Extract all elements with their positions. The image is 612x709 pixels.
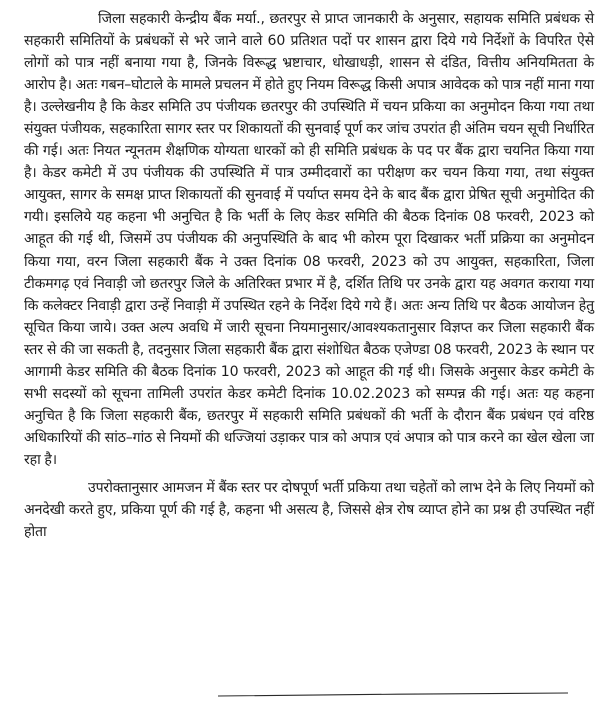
body-paragraph-2: उपरोक्तानुसार आमजन में बैंक स्तर पर दोषपूर्ण भर्ती प्रकिया तथा चहेतों को लाभ देने के लिए नियमों को अनदेखी करते हुए, प्रकिया पूर्ण की गई है, कहना भी असत्य है, जिससे क्षेत्र रोष व्याप्त होने का प्रश्न ही उपस्थित नहीं होता: [24, 479, 594, 541]
handwritten-underline: [218, 692, 568, 698]
body-paragraph-1: जिला सहकारी केन्द्रीय बैंक मर्या., छतरपुर से प्राप्त जानकारी के अनुसार, सहायक समिति प्रबंधक से सहकारी समितियों के प्रबंधकों से भरे जाने वाले 60 प्रतिशत पदों पर शासन द्वारा दिये गये निर्देशों के विपरित ऐसे लोगों को पात्र नहीं बनाया गया है, जिनके विरूद्ध भ्रष्टाचार, धोखाधड़ी, शासन से दंडित, वित्तीय अनियमितता के आरोप है। अतः गबन–घोटाले के मामले प्रचलन में होते हुए नियम विरूद्ध किसी अपात्र आवेदक को पात्र नहीं माना गया है। उल्लेखनीय है कि केडर समिति उप पंजीयक छतरपुर की उपस्थिति में चयन प्रकिया का अनुमोदन किया गया तथा संयुक्त पंजीयक, सहकारिता सागर स्तर पर शिकायतों की सुनवाई पूर्ण कर जांच उपरांत ही अंतिम चयन सूची निर्धारित की गई। अतः नियत न्यूनतम शैक्षणिक योग्यता धारकों को ही समिति प्रबंधक के पद पर बैंक द्वारा चयनित किया गया है। केडर कमेटी में उप पंजीयक की उपस्थिति में पात्र उम्मीदवारों का परीक्षण कर चयन किया गया, तथा संयुक्त आयुक्त, सागर के समक्ष प्राप्त शिकायतों की सुनवाई में पर्याप्त समय देने के बाद बैंक द्वारा प्रेषित सूची अनुमोदित की गयी। इसलिये यह कहना भी अनुचित है कि भर्ती के लिए केडर समिति की बैठक दिनांक 08 फरवरी, 2023 को आहूत की गई थी, जिसमें उप पंजीयक की अनुपस्थिति के बाद भी कोरम पूरा दिखाकर भर्ती प्रक्रिया का अनुमोदन किया गया, वरन जिला सहकारी बैंक ने उक्त दिनांक 08 फरवरी, 2023 को उप आयुक्त, सहकारिता, जिला टीकमगढ़ एवं निवाड़ी जो छतरपुर जिले के अतिरिक्त प्रभार में है, दर्शित तिथि पर उनके द्वारा यह अवगत कराया गया कि कलेक्टर निवाड़ी द्वारा उन्हें निवाड़ी में उपस्थित रहने के निर्देश दिये गये हैं। अतः अन्य तिथि पर बैठक आयोजन हेतु सूचित किया जाये। उक्त अल्प अवधि में जारी सूचना नियमानुसार/आवश्यकतानुसार विज्ञप्त कर जिला सहकारी बैंक स्तर से की जा सकती है, तदनुसार जिला सहकारी बैंक द्वारा संशोधित बैठक एजेण्डा 08 फरवरी, 2023 के स्थान पर आगामी केडर समिति की बैठक दिनांक 10 फरवरी, 2023 को आहूत की गई थी। जिसके अनुसार केडर कमेटी के सभी सदस्यों को सूचना तामिली उपरांत केडर कमेटी दिनांक 10.02.2023 को सम्पन्न की गई। अतः यह कहना अनुचित है कि जिला सहकारी बैंक, छतरपुर में सहकारी समिति प्रबंधकों की भर्ती के दौरान बैंक प्रबंधन एवं वरिष्ठ अधिकारियों की सांठ–गांठ से नियमों की धज्जियां उड़ाकर पात्र को अपात्र एवं अपात्र को पात्र करने का खेल खेला जा रहा है।: [24, 11, 594, 468]
